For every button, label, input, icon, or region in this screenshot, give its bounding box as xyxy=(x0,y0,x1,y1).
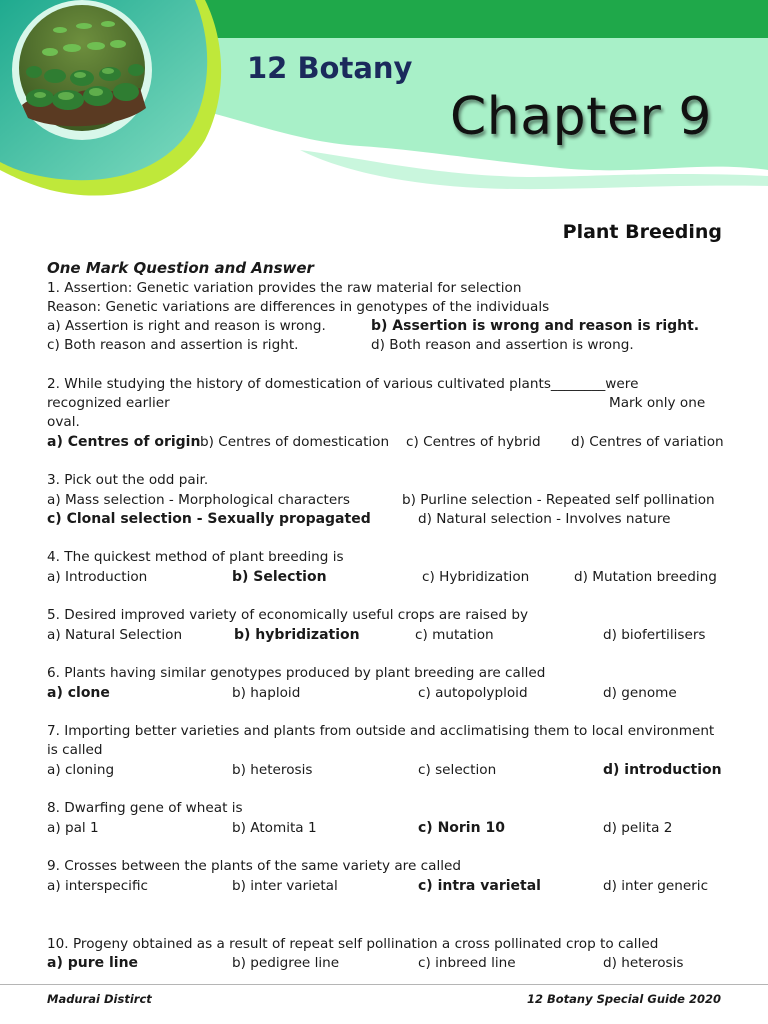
question-6-option-c: c) autopolyploid xyxy=(418,685,528,701)
question-2-option-b: b) Centres of domestication xyxy=(200,434,390,450)
question-9-option-d: d) inter generic xyxy=(603,878,709,894)
question-6-option-a: a) clone xyxy=(47,685,110,701)
question-2-line-2: recognized earlier xyxy=(47,395,170,411)
question-10-line-1: 10. Progeny obtained as a result of repeat self pollination a cross pollinated crop to called xyxy=(47,936,659,952)
page-title: Plant Breeding xyxy=(562,221,722,243)
question-6-option-d: d) genome xyxy=(603,685,677,701)
question-1-option-b: b) Assertion is wrong and reason is right. xyxy=(371,318,700,334)
footer-right: 12 Botany Special Guide 2020 xyxy=(526,992,721,1006)
question-10-option-b: b) pedigree line xyxy=(232,955,340,971)
question-1-line-1: 1. Assertion: Genetic variation provides the raw material for selection xyxy=(47,280,522,296)
footer-divider xyxy=(0,984,768,985)
question-9-option-a: a) interspecific xyxy=(47,878,148,894)
question-8-option-c: c) Norin 10 xyxy=(418,820,505,836)
question-1-line-2: Reason: Genetic variations are differences in genotypes of the individuals xyxy=(47,299,550,315)
question-5-option-b: b) hybridization xyxy=(234,627,360,643)
question-5-option-a: a) Natural Selection xyxy=(47,627,183,643)
question-7-line-2: is called xyxy=(47,742,103,758)
question-6-line-1: 6. Plants having similar genotypes produced by plant breeding are called xyxy=(47,665,546,681)
question-8-option-b: b) Atomita 1 xyxy=(232,820,317,836)
question-8-option-a: a) pal 1 xyxy=(47,820,99,836)
question-1-option-a: a) Assertion is right and reason is wrong. xyxy=(47,318,326,334)
question-10-option-a: a) pure line xyxy=(47,955,139,971)
subject-heading: 12 Botany xyxy=(247,51,413,85)
question-9-line-1: 9. Crosses between the plants of the same variety are called xyxy=(47,858,461,874)
question-3-option-d: d) Natural selection - Involves nature xyxy=(418,511,671,527)
section-heading: One Mark Question and Answer xyxy=(47,259,314,277)
question-1-option-c: c) Both reason and assertion is right. xyxy=(47,337,299,353)
question-2-line-4: oval. xyxy=(47,414,80,430)
question-7-option-b: b) heterosis xyxy=(232,762,313,778)
question-2-option-d: d) Centres of variation xyxy=(571,434,724,450)
question-2-option-a: a) Centres of origin xyxy=(47,434,201,450)
question-6-option-b: b) haploid xyxy=(232,685,301,701)
question-7-line-1: 7. Importing better varieties and plants from outside and acclimatising them to local environment xyxy=(47,723,715,739)
question-4-option-a: a) Introduction xyxy=(47,569,148,585)
question-8-option-d: d) pelita 2 xyxy=(603,820,673,836)
question-4-option-d: d) Mutation breeding xyxy=(574,569,717,585)
chapter-heading: Chapter 9 xyxy=(450,87,713,147)
question-7-option-d: d) introduction xyxy=(603,762,722,778)
question-1-option-d: d) Both reason and assertion is wrong. xyxy=(371,337,634,353)
question-4-option-b: b) Selection xyxy=(232,569,327,585)
question-5-line-1: 5. Desired improved variety of economically useful crops are raised by xyxy=(47,607,528,623)
question-9-option-c: c) intra varietal xyxy=(418,878,541,894)
question-3-option-b: b) Purline selection - Repeated self pollination xyxy=(402,492,715,508)
question-8-line-1: 8. Dwarfing gene of wheat is xyxy=(47,800,243,816)
question-2-line-3: Mark only one xyxy=(609,395,706,411)
question-9-option-b: b) inter varietal xyxy=(232,878,338,894)
question-4-option-c: c) Hybridization xyxy=(422,569,530,585)
question-7-option-a: a) cloning xyxy=(47,762,115,778)
question-4-line-1: 4. The quickest method of plant breeding is xyxy=(47,549,344,565)
question-10-option-d: d) heterosis xyxy=(603,955,684,971)
question-10-option-c: c) inbreed line xyxy=(418,955,516,971)
question-2-line-1: 2. While studying the history of domestication of various cultivated plants________were xyxy=(47,376,639,392)
question-3-option-a: a) Mass selection - Morphological characters xyxy=(47,492,350,508)
question-3-line-1: 3. Pick out the odd pair. xyxy=(47,472,209,488)
question-2-option-c: c) Centres of hybrid xyxy=(406,434,541,450)
question-7-option-c: c) selection xyxy=(418,762,497,778)
question-5-option-d: d) biofertilisers xyxy=(603,627,706,643)
footer-left: Madurai Distirct xyxy=(47,992,152,1006)
question-5-option-c: c) mutation xyxy=(415,627,494,643)
question-3-option-c: c) Clonal selection - Sexually propagated xyxy=(47,511,371,527)
